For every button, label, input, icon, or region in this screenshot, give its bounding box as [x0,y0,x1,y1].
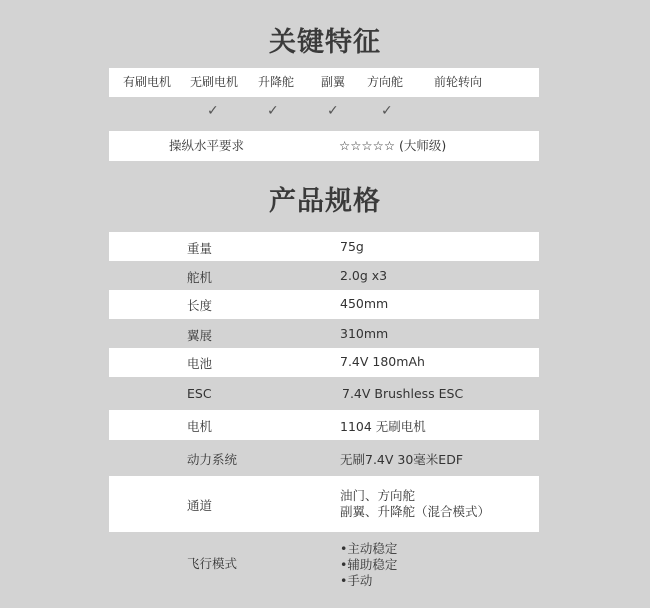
feature-column-nose-steering: 前轮转向 [434,75,483,89]
skill-level-label: 操纵水平要求 [169,138,245,153]
spec-value: 7.4V Brushless ESC [342,386,464,401]
spec-row-motor [109,410,539,440]
features-header-row [109,68,539,97]
spec-value: 75g [340,239,364,254]
spec-row-esc [109,377,539,410]
feature-column-aileron: 副翼 [321,75,346,89]
feature-column-elevator: 升降舵 [258,75,295,89]
spec-value: 无刷7.4V 30毫米EDF [340,452,464,467]
spec-row-power-system [109,440,539,476]
feature-column-brushless-motor: 无刷电机 [190,75,239,89]
spec-label: 长度 [187,298,213,313]
spec-row-length [109,290,539,319]
check-rudder-icon: ✓ [381,103,393,119]
spec-value: 1104 无刷电机 [340,419,426,434]
spec-label: 电机 [187,419,213,434]
spec-row-flight-modes [109,532,539,592]
spec-value: 2.0g x3 [340,268,388,283]
spec-label: ESC [187,386,212,401]
feature-column-rudder: 方向舵 [367,75,404,89]
spec-value-line: 油门、方向舵 [340,488,416,503]
spec-label: 动力系统 [187,452,238,467]
spec-row-channels [109,476,539,532]
check-aileron-icon: ✓ [327,103,339,119]
spec-label: 舵机 [187,270,213,285]
spec-value-line: 副翼、升降舵（混合模式） [340,504,491,519]
spec-row-wingspan [109,319,539,348]
spec-row-battery [109,348,539,377]
spec-label: 飞行模式 [187,556,238,571]
spec-value-line: •手动 [340,573,373,588]
skill-level-value: ☆☆☆☆☆ (大师级) [339,138,447,153]
features-title: 关键特征 [269,27,381,58]
spec-value-line: •主动稳定 [340,541,398,556]
spec-label: 重量 [187,241,213,256]
spec-value [340,488,490,520]
spec-label: 电池 [187,356,213,371]
spec-value: 7.4V 180mAh [340,354,425,369]
specs-title: 产品规格 [269,186,381,217]
spec-value: 310mm [340,326,389,341]
spec-value: 450mm [340,296,389,311]
spec-label: 翼展 [187,328,213,343]
feature-column-brushed-motor: 有刷电机 [123,75,172,89]
spec-label: 通道 [187,498,213,513]
features-check-row [109,97,539,126]
skill-level-row [109,131,539,161]
spec-value-line: •辅助稳定 [340,557,398,572]
spec-row-servo [109,261,539,290]
check-elevator-icon: ✓ [267,103,279,119]
spec-value [340,541,397,589]
spec-row-weight [109,232,539,261]
check-brushless-motor-icon: ✓ [207,103,219,119]
